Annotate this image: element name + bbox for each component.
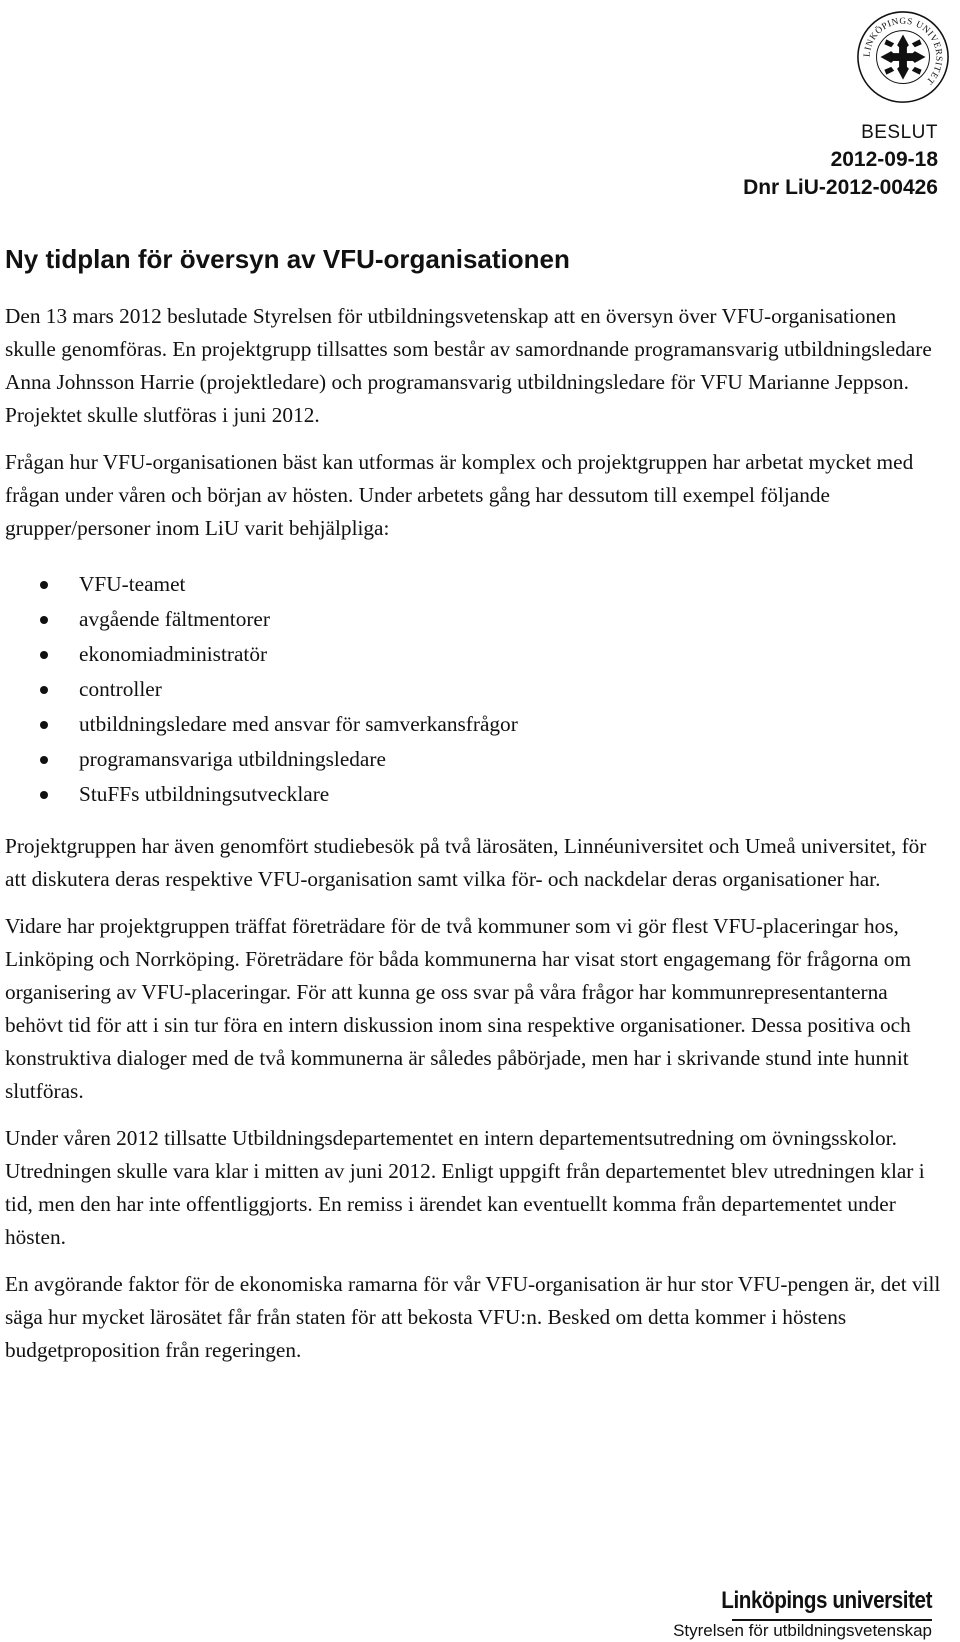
list-item-text: VFU-teamet <box>79 572 186 596</box>
bullet-icon <box>40 686 48 694</box>
document-date: 2012-09-18 <box>830 148 938 171</box>
university-logo: Linköpings universitet <box>721 1587 932 1614</box>
bullet-icon <box>40 721 48 729</box>
list-item <box>5 742 950 777</box>
helper-groups-list <box>5 567 950 812</box>
list-item-text: programansvariga utbildningsledare <box>79 747 386 771</box>
bullet-icon <box>40 581 48 589</box>
list-item-text: StuFFs utbildningsutvecklare <box>79 782 330 806</box>
bullet-icon <box>40 616 48 624</box>
list-item-text: avgående fältmentorer <box>79 607 270 631</box>
bullet-icon <box>40 791 48 799</box>
document-type: BESLUT <box>861 122 938 143</box>
list-item <box>5 637 950 672</box>
list-item <box>5 567 950 602</box>
paragraph-ministry-inquiry: Under våren 2012 tillsatte Utbildningsdepartementet en intern departementsutredning om övningsskolor. Utredningen skulle vara klar i mitten av juni 2012. Enligt uppgift från departementet blev utredningen klar i tid, men den har inte offentliggjorts. En remiss i ärendet kan eventuellt komma från departementet under hösten. <box>5 1126 925 1249</box>
document-reference-number: Dnr LiU-2012-00426 <box>743 176 938 199</box>
document-body <box>5 300 950 1381</box>
list-item-text: ekonomiadministratör <box>79 642 268 666</box>
bullet-icon <box>40 651 48 659</box>
paragraph-background: Den 13 mars 2012 beslutade Styrelsen för utbildningsvetenskap att en översyn över VFU-organisationen skulle genomföras. En projektgrupp tillsattes som består av samordnande programansvarig utbildningsledare Anna Johnsson Harrie (projektledare) och programansvarig utbildningsledare för VFU Marianne Jeppson. Projektet skulle slutföras i juni 2012. <box>5 304 932 427</box>
document-title: Ny tidplan för översyn av VFU-organisationen <box>5 244 570 274</box>
list-item <box>5 707 950 742</box>
paragraph-municipalities: Vidare har projektgruppen träffat företrädare för de två kommuner som vi gör flest VFU-placeringar hos, Linköping och Norrköping. Företrädare för båda kommunerna har visat stort engagemang för frågorna om organisering av VFU-placeringar. För att kunna ge oss svar på våra frågor har kommunrepresentanterna behövt tid för att i sin tur föra en intern diskussion inom sina respektive organisationer. Dessa positiva och konstruktiva dialoger med de två kommunerna är således påbörjade, men har i skrivande stund inte hunnit slutföras. <box>5 914 912 1103</box>
list-item-text: utbildningsledare med ansvar för samverkansfrågor <box>79 712 518 736</box>
seal-text: LINKÖPINGS UNIVERSITET <box>862 16 944 87</box>
department-name: Styrelsen för utbildningsvetenskap <box>673 1621 932 1640</box>
paragraph-complexity: Frågan hur VFU-organisationen bäst kan utformas är komplex och projektgruppen har arbetat mycket med frågan under våren och början av hösten. Under arbetets gång har dessutom till exempel följande grupper/personer inom LiU varit behjälpliga: <box>5 450 914 540</box>
list-item-text: controller <box>79 677 162 701</box>
list-item <box>5 602 950 637</box>
list-item <box>5 672 950 707</box>
bullet-icon <box>40 756 48 764</box>
paragraph-study-visits: Projektgruppen har även genomfört studiebesök på två lärosäten, Linnéuniversitet och Umeå universitet, för att diskutera deras respektive VFU-organisation samt vilka för- och nackdelar deras organisationer har. <box>5 834 927 891</box>
list-item <box>5 777 950 812</box>
university-seal-icon <box>854 0 952 118</box>
document-metadata <box>743 120 938 202</box>
paragraph-funding: En avgörande faktor för de ekonomiska ramarna för vår VFU-organisation är hur stor VFU-pengen är, det vill säga hur mycket lärosätet får från staten för att bekosta VFU:n. Besked om detta kommer i höstens budgetproposition från regeringen. <box>5 1272 941 1362</box>
